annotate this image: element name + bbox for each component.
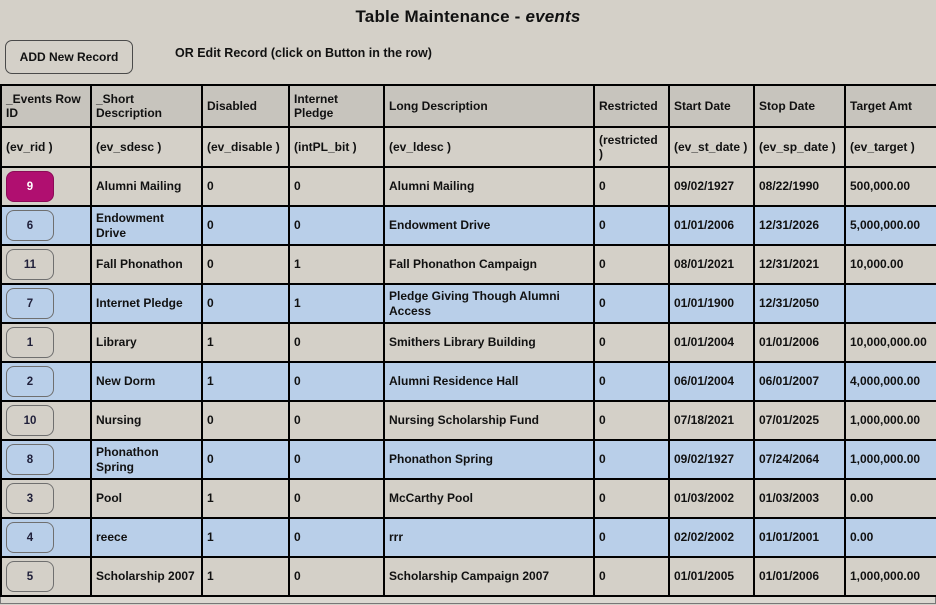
cell-restricted: 0 [594,167,669,206]
cell-disabled: 0 [202,284,289,323]
field-name-ev-disable: (ev_disable ) [202,127,289,167]
edit-record-button[interactable]: 6 [6,210,54,241]
cell-intpl: 0 [289,206,384,245]
cell-start: 01/01/2004 [669,323,754,362]
edit-record-button[interactable]: 10 [6,405,54,436]
col-header-target-amt: Target Amt [845,85,936,127]
cell-ldesc: Alumni Residence Hall [384,362,594,401]
field-name-ev-ldesc: (ev_ldesc ) [384,127,594,167]
cell-sdesc: Internet Pledge [91,284,202,323]
cell-intpl: 0 [289,323,384,362]
cell-sdesc: Alumni Mailing [91,167,202,206]
cell-ldesc: rrr [384,518,594,557]
col-header-start-date: Start Date [669,85,754,127]
table-row [1,440,936,479]
cell-ldesc: Phonathon Spring [384,440,594,479]
table-row [1,557,936,596]
cell-sdesc: Scholarship 2007 [91,557,202,596]
cell-restricted: 0 [594,323,669,362]
cell-start: 09/02/1927 [669,440,754,479]
cell-intpl: 0 [289,401,384,440]
cell-target: 1,000,000.00 [845,440,936,479]
row-id-cell [1,245,91,284]
cell-stop: 12/31/2050 [754,284,845,323]
toolbar [0,38,936,84]
cell-intpl: 0 [289,167,384,206]
edit-record-button[interactable]: 8 [6,444,54,475]
cell-target: 10,000.00 [845,245,936,284]
edit-record-button[interactable]: 4 [6,522,54,553]
cell-restricted: 0 [594,206,669,245]
field-name-ev-st-date: (ev_st_date ) [669,127,754,167]
cell-stop: 06/01/2007 [754,362,845,401]
cell-intpl: 1 [289,245,384,284]
cell-restricted: 0 [594,518,669,557]
row-id-cell [1,206,91,245]
cell-start: 01/03/2002 [669,479,754,518]
row-id-cell [1,401,91,440]
cell-disabled: 0 [202,167,289,206]
cell-target: 4,000,000.00 [845,362,936,401]
header-field-row [1,127,936,167]
col-header-restricted: Restricted [594,85,669,127]
row-id-cell [1,167,91,206]
field-name-restricted: (restricted ) [594,127,669,167]
field-name-ev-rid: (ev_rid ) [1,127,91,167]
cell-sdesc: Fall Phonathon [91,245,202,284]
page-title-prefix: Table Maintenance - [355,7,526,26]
field-name-ev-sdesc: (ev_sdesc ) [91,127,202,167]
cell-restricted: 0 [594,284,669,323]
col-header-internet-pledge: Internet Pledge [289,85,384,127]
cell-sdesc: Phonathon Spring [91,440,202,479]
edit-record-button[interactable]: 5 [6,561,54,592]
table-row [1,167,936,206]
cell-ldesc: Scholarship Campaign 2007 [384,557,594,596]
cell-start: 06/01/2004 [669,362,754,401]
cell-stop: 12/31/2021 [754,245,845,284]
row-id-cell [1,518,91,557]
field-name-intpl-bit: (intPL_bit ) [289,127,384,167]
add-new-record-button[interactable]: ADD New Record [5,40,133,74]
cell-stop: 01/01/2001 [754,518,845,557]
col-header-stop-date: Stop Date [754,85,845,127]
cell-stop: 07/01/2025 [754,401,845,440]
cell-ldesc: Alumni Mailing [384,167,594,206]
cell-target: 0.00 [845,518,936,557]
cell-start: 09/02/1927 [669,167,754,206]
cell-sdesc: reece [91,518,202,557]
cell-disabled: 0 [202,440,289,479]
cell-stop: 08/22/1990 [754,167,845,206]
cell-restricted: 0 [594,440,669,479]
header-label-row [1,85,936,127]
edit-record-button[interactable]: 1 [6,327,54,358]
cell-start: 07/18/2021 [669,401,754,440]
row-id-cell [1,284,91,323]
cell-disabled: 1 [202,323,289,362]
cell-restricted: 0 [594,557,669,596]
cell-sdesc: Nursing [91,401,202,440]
cell-disabled: 1 [202,362,289,401]
table-row [1,518,936,557]
table-row [1,479,936,518]
events-table-header [1,85,936,167]
field-name-ev-sp-date: (ev_sp_date ) [754,127,845,167]
table-row [1,284,936,323]
cell-disabled: 1 [202,557,289,596]
cell-stop: 01/03/2003 [754,479,845,518]
cell-ldesc: Pledge Giving Though Alumni Access [384,284,594,323]
cell-stop: 01/01/2006 [754,557,845,596]
cell-disabled: 0 [202,206,289,245]
cell-start: 02/02/2002 [669,518,754,557]
page-title-table-name: events [525,7,581,26]
edit-record-hint: OR Edit Record (click on Button in the row) [175,46,432,60]
cell-disabled: 0 [202,245,289,284]
cell-target: 0.00 [845,479,936,518]
table-row [1,206,936,245]
table-row [1,362,936,401]
events-table-body [1,167,936,596]
cell-restricted: 0 [594,245,669,284]
cell-restricted: 0 [594,479,669,518]
cell-target: 1,000,000.00 [845,557,936,596]
events-table [0,84,936,597]
col-header-short-description: _Short Description [91,85,202,127]
col-header-disabled: Disabled [202,85,289,127]
cell-stop: 12/31/2026 [754,206,845,245]
table-row [1,245,936,284]
page-title [0,0,936,38]
cell-disabled: 1 [202,518,289,557]
row-id-cell [1,440,91,479]
cell-target: 500,000.00 [845,167,936,206]
table-row [1,323,936,362]
cell-ldesc: Fall Phonathon Campaign [384,245,594,284]
cell-target [845,284,936,323]
cell-sdesc: Library [91,323,202,362]
edit-record-button[interactable]: 11 [6,249,54,280]
cell-ldesc: Nursing Scholarship Fund [384,401,594,440]
row-id-cell [1,479,91,518]
cell-disabled: 0 [202,401,289,440]
cell-start: 01/01/2005 [669,557,754,596]
cell-target: 10,000,000.00 [845,323,936,362]
cell-sdesc: New Dorm [91,362,202,401]
col-header-events-row-id: _Events Row ID [1,85,91,127]
row-id-cell [1,323,91,362]
cell-intpl: 0 [289,479,384,518]
cell-restricted: 0 [594,362,669,401]
edit-record-button[interactable]: 3 [6,483,54,514]
edit-record-button[interactable]: 9 [6,171,54,202]
cell-sdesc: Endowment Drive [91,206,202,245]
cell-ldesc: McCarthy Pool [384,479,594,518]
table-row [1,401,936,440]
cell-intpl: 0 [289,440,384,479]
cell-intpl: 0 [289,518,384,557]
cell-ldesc: Endowment Drive [384,206,594,245]
row-id-cell [1,557,91,596]
cell-restricted: 0 [594,401,669,440]
cell-intpl: 0 [289,557,384,596]
col-header-long-description: Long Description [384,85,594,127]
edit-record-button[interactable]: 2 [6,366,54,397]
row-id-cell [1,362,91,401]
cell-target: 1,000,000.00 [845,401,936,440]
field-name-ev-target: (ev_target ) [845,127,936,167]
cell-start: 08/01/2021 [669,245,754,284]
cell-intpl: 0 [289,362,384,401]
cell-disabled: 1 [202,479,289,518]
cell-start: 01/01/1900 [669,284,754,323]
cell-intpl: 1 [289,284,384,323]
bottom-strip [0,597,936,604]
cell-target: 5,000,000.00 [845,206,936,245]
cell-stop: 07/24/2064 [754,440,845,479]
cell-stop: 01/01/2006 [754,323,845,362]
edit-record-button[interactable]: 7 [6,288,54,319]
cell-start: 01/01/2006 [669,206,754,245]
cell-ldesc: Smithers Library Building [384,323,594,362]
cell-sdesc: Pool [91,479,202,518]
